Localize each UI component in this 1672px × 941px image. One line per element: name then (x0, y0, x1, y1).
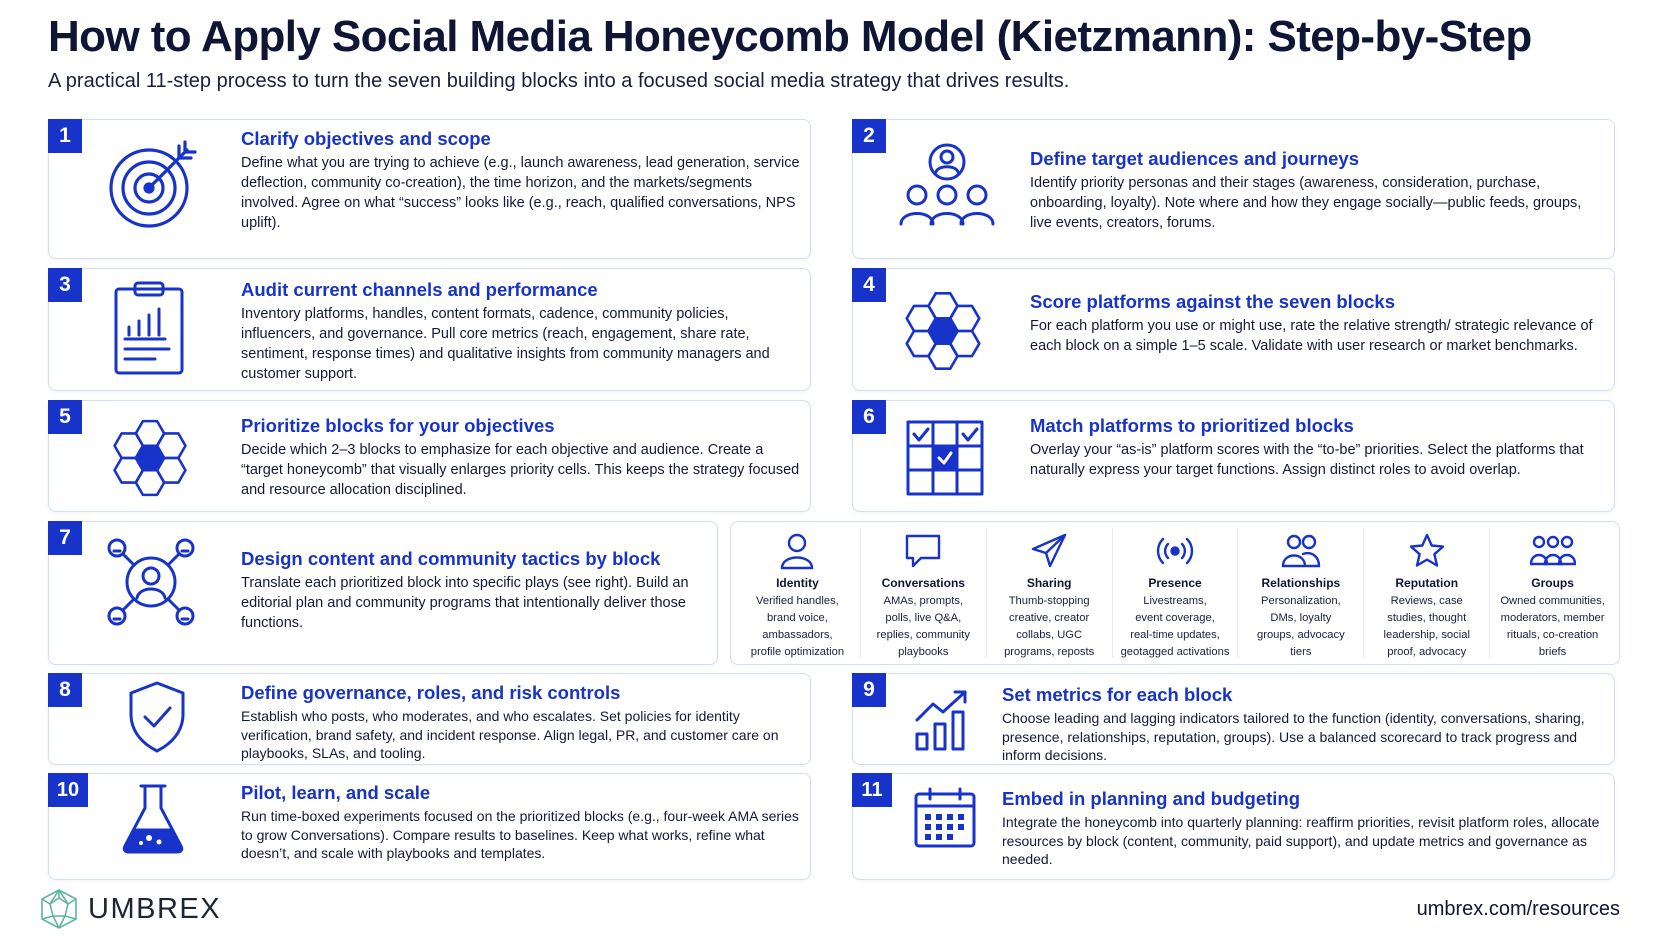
step-body: Define what you are trying to achieve (e.g., launch awareness, lead generation, service deflection, community co-creation), the time horizon, and the markets/segments involved. Agree on what “success” looks like (e.g., reach, qualified conversations, NPS uplift). (241, 155, 800, 231)
step-body: Identify priority personas and their stages (awareness, consideration, purchase, onboarding, loyalty). Note where and how they engage socially—public feeds, groups, live events, creators, forums. (1030, 175, 1582, 231)
brand-name: UMBREX (88, 892, 222, 925)
step-number: 6 (852, 400, 886, 434)
step-title: Embed in planning and budgeting (1002, 788, 1301, 809)
step-card-1 (48, 119, 811, 259)
step-number: 2 (852, 119, 886, 153)
step-number: 11 (852, 773, 892, 807)
block-desc: AMAs, prompts, polls, live Q&A, replies, community playbooks (876, 595, 970, 658)
step-card-7 (48, 521, 718, 665)
block-name: Conversations (881, 576, 965, 590)
block-desc: Thumb-stopping creative, creator collabs, UGC programs, reposts (1004, 595, 1095, 658)
block-desc: Owned communities, moderators, member rituals, co-creation briefs (1500, 595, 1605, 658)
people-pair-icon (1281, 532, 1321, 570)
step-number: 7 (48, 521, 82, 555)
step-number: 3 (48, 268, 82, 302)
step-title: Pilot, learn, and scale (241, 782, 431, 803)
shield-check-icon (127, 680, 187, 754)
target-icon (107, 138, 199, 230)
step-number: 8 (48, 673, 82, 707)
block-presence (1113, 528, 1239, 658)
flask-icon (119, 782, 187, 856)
step-title: Design content and community tactics by block (241, 548, 661, 569)
block-relationships (1238, 528, 1364, 658)
step-body: Translate each prioritized block into specific plays (see right). Build an editorial plan and community programs that intentionally deliver those functions. (241, 575, 689, 631)
step-body: For each platform you use or might use, rate the relative strength/ strategic relevance of each block on a simple 1–5 scale. Validate with user research or market benchmarks. (1030, 318, 1593, 354)
block-sharing (987, 528, 1113, 658)
step-title: Audit current channels and performance (241, 279, 598, 300)
step-card-4 (852, 268, 1615, 391)
honeycomb-icon (897, 285, 989, 377)
block-name: Identity (776, 576, 819, 590)
paper-plane-icon (1029, 532, 1069, 570)
block-desc: Reviews, case studies, thought leadership, social proof, advocacy (1383, 595, 1470, 658)
community-network-icon (105, 536, 197, 628)
step-number: 5 (48, 400, 82, 434)
step-body: Decide which 2–3 blocks to emphasize for each objective and audience. Create a “target honeycomb” that visually enlarges priority cells. This keeps the strategy focused and resource allocation disciplined. (241, 442, 800, 498)
block-name: Reputation (1395, 576, 1459, 590)
broadcast-icon (1155, 532, 1195, 570)
footer-url[interactable]: umbrex.com/resources (1416, 898, 1620, 920)
geodesic-logo-icon (38, 888, 80, 930)
step-title: Score platforms against the seven blocks (1030, 291, 1395, 312)
step-body: Establish who posts, who moderates, and who escalates. Set policies for identity verification, brand safety, and incident response. Align legal, PR, and customer care on playbooks, SLAs, and tooling. (241, 708, 779, 761)
building-blocks-panel (730, 521, 1620, 665)
step-body: Overlay your “as-is” platform scores with the “to-be” priorities. Select the platforms that naturally express your target functions. Assign distinct roles to avoid overlap. (1030, 442, 1584, 478)
page-subtitle: A practical 11-step process to turn the seven building blocks into a focused social media strategy that drives results. (48, 70, 1070, 92)
step-body: Integrate the honeycomb into quarterly planning: reaffirm priorities, revisit platform roles, allocate resources by block (content, community, paid support), and update metrics and governance as needed. (1002, 814, 1600, 867)
group-icon (1530, 532, 1576, 570)
block-name: Presence (1148, 576, 1202, 590)
step-number: 9 (852, 673, 886, 707)
check-grid-icon (906, 420, 984, 496)
step-number: 10 (48, 773, 88, 807)
step-card-5 (48, 400, 811, 512)
block-groups (1490, 528, 1615, 658)
block-reputation (1364, 528, 1490, 658)
block-desc: Personalization, DMs, loyalty groups, advocacy tiers (1257, 595, 1345, 658)
step-card-9 (852, 673, 1615, 765)
block-desc: Livestreams, event coverage, real-time updates, geotagged activations (1120, 595, 1230, 658)
step-card-3 (48, 268, 811, 391)
step-card-11 (852, 773, 1615, 880)
step-number: 1 (48, 119, 82, 153)
step-title: Clarify objectives and scope (241, 128, 491, 149)
step-card-8 (48, 673, 811, 765)
step-body: Inventory platforms, handles, content formats, cadence, community policies, influencers, and governance. Pull core metrics (reach, engagement, share rate, sentiment, response times) and qualitative insights from community managers and customer support. (241, 306, 770, 382)
step-body: Choose leading and lagging indicators tailored to the function (identity, conversations, sharing, presence, relationships, reputation, groups). Use a balanced scorecard to track progress and inform decisions. (1002, 710, 1585, 763)
block-name: Relationships (1261, 576, 1341, 590)
page-title: How to Apply Social Media Honeycomb Model (Kietzmann): Step-by-Step (48, 12, 1532, 61)
step-title: Set metrics for each block (1002, 684, 1233, 705)
step-body: Run time-boxed experiments focused on the prioritized blocks (e.g., four-week AMA series to grow Conversations). Compare results to baselines. Keep what works, refine what doesn’t, and scale with playbooks and templates. (241, 808, 799, 861)
growth-chart-icon (913, 688, 973, 752)
person-icon (777, 532, 817, 570)
block-name: Sharing (1026, 576, 1072, 590)
block-identity (735, 528, 861, 658)
umbrex-logo (38, 888, 221, 930)
block-desc: Verified handles, brand voice, ambassadors, profile optimization (750, 595, 845, 658)
step-title: Define governance, roles, and risk controls (241, 682, 621, 703)
step-title: Define target audiences and journeys (1030, 148, 1359, 169)
audience-icon (897, 140, 997, 232)
step-card-6 (852, 400, 1615, 512)
step-number: 4 (852, 268, 886, 302)
clipboard-chart-icon (111, 279, 187, 377)
step-card-10 (48, 773, 811, 880)
chat-bubble-icon (903, 532, 943, 570)
honeycomb-icon (105, 413, 195, 503)
block-conversations (861, 528, 987, 658)
block-name: Groups (1531, 576, 1574, 590)
star-icon (1407, 532, 1447, 570)
step-title: Match platforms to prioritized blocks (1030, 415, 1354, 436)
step-title: Prioritize blocks for your objectives (241, 415, 555, 436)
step-card-2 (852, 119, 1615, 259)
calendar-icon (913, 786, 977, 850)
